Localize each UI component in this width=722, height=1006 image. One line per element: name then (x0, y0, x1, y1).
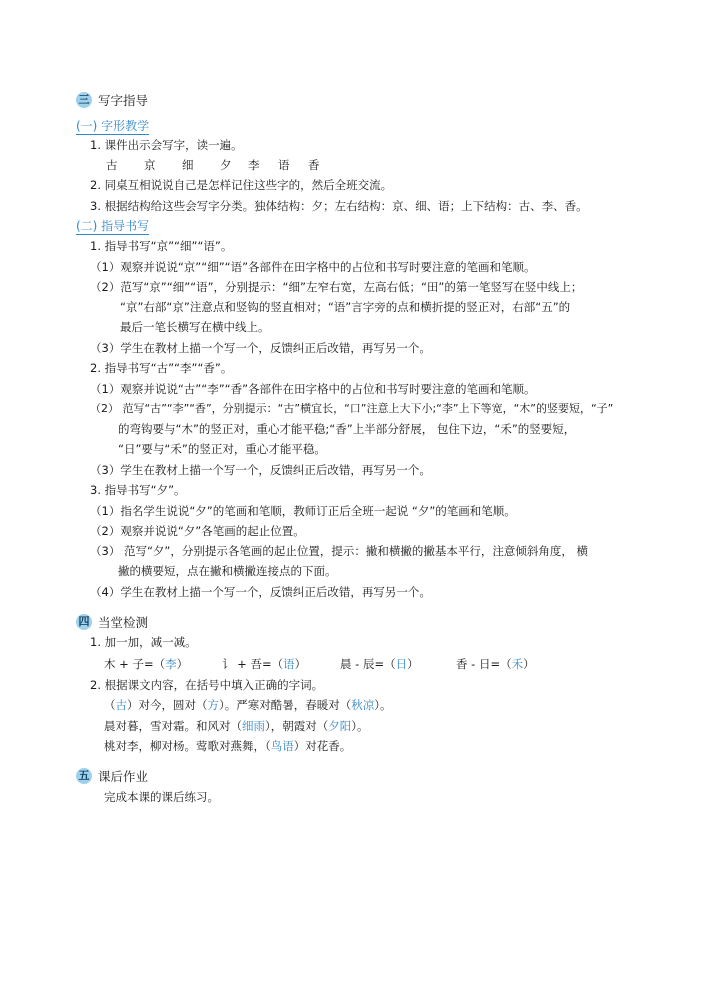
equation-expression: 讠 + 吾=（ (222, 657, 284, 671)
equation (104, 656, 188, 672)
list-item: （1）指名学生说说“夕”的笔画和笔顺，教师订正后全班一起说 “夕”的笔画和笔顺。 (90, 504, 516, 518)
list-item: 1. 指导书写“京”“细”“语”。 (90, 239, 233, 253)
section-4-heading (76, 613, 148, 631)
section-title: 课后作业 (98, 769, 149, 784)
bracket: ） (176, 657, 189, 671)
equation-expression: 香 - 日=（ (456, 657, 512, 671)
answer-text: 古 (115, 698, 127, 712)
answer-text: 李 (165, 657, 177, 671)
answer-text: 秋凉 (351, 698, 375, 712)
fill-in-line (104, 738, 351, 754)
list-item-continuation: “京”右部“京”注意点和竖钩的竖直相对；“语”言字旁的点和横折提的竖正对，右部“五”的 (120, 300, 571, 314)
text-segment: ）。 (374, 698, 392, 712)
equation-expression: 木 + 子=（ (104, 657, 166, 671)
section-number-badge: 三 (76, 92, 92, 108)
list-item: 1. 课件出示会写字，读一遍。 (90, 138, 243, 152)
section-number-badge: 五 (76, 768, 92, 784)
character: 古 (106, 158, 118, 172)
text-segment: ）对今，圆对（ (127, 698, 208, 712)
list-item: 2. 根据课文内容，在括号中填入正确的字词。 (90, 678, 324, 692)
character: 夕 (220, 158, 232, 172)
bracket: ） (523, 657, 535, 671)
list-item: （1）观察并说说“京”“细”“语”各部件在田字格中的占位和书写时要注意的笔画和笔顺。 (90, 260, 536, 274)
list-item-continuation: 最后一笔长横写在横中线上。 (120, 320, 270, 334)
text-segment: 晨对暮，雪对霜。和风对（ (104, 719, 242, 733)
equation (340, 656, 419, 672)
list-item: （2）观察并说说“夕”各笔画的起止位置。 (90, 524, 305, 538)
list-item: 3. 指导书写“夕”。 (90, 483, 186, 497)
character: 京 (144, 158, 156, 172)
answer-text: 夕阳 (328, 719, 352, 733)
equation-expression: 晨 - 辰=（ (340, 657, 396, 671)
text-segment: （ (104, 698, 116, 712)
character: 语 (278, 158, 290, 172)
character-list (106, 157, 336, 173)
character: 李 (248, 158, 260, 172)
paragraph: 完成本课的课后练习。 (104, 790, 219, 804)
list-item: （3）学生在教材上描一个写一个，反馈纠正后改错，再写另一个。 (90, 463, 431, 477)
list-item: （4）学生在教材上描一个写一个，反馈纠正后改错，再写另一个。 (90, 585, 431, 599)
fill-in-line (104, 697, 392, 713)
list-item-continuation: 的弯钩要与“木”的竖正对，重心才能平稳;“香”上半部分舒展， 包住下边，“禾”的竖要短， (118, 422, 576, 436)
list-item: 3. 根据结构给这些会写字分类。独体结构：夕；左右结构：京、细、语；上下结构：古、李、香。 (90, 199, 588, 213)
list-item: 2. 指导书写“古”“李”“香”。 (90, 361, 233, 375)
equation (222, 656, 306, 672)
list-item: 1. 加一加，减一减。 (90, 635, 197, 649)
section-title: 写字指导 (98, 93, 149, 108)
fill-in-line (104, 718, 369, 734)
list-item: （3） 范写“夕”，分别提示各笔画的起止位置，提示：撇和横撇的撇基本平行，注意倾斜角度， 横 (90, 544, 589, 558)
answer-text: 日 (395, 657, 408, 671)
answer-text: 禾 (511, 657, 524, 671)
text-segment: ）。严寒对酷暑，春暖对（ (219, 698, 352, 712)
character: 细 (182, 158, 194, 172)
subsection-heading (76, 218, 149, 234)
bracket: ） (294, 657, 307, 671)
text-segment: 桃对李，柳对杨。莺歌对燕舞，（ (104, 739, 271, 753)
section-number-badge: 四 (76, 614, 92, 630)
subsection-heading (76, 118, 149, 134)
section-5-heading (76, 767, 148, 785)
answer-text: 方 (207, 698, 219, 712)
subsection-title: (一) 字形教学 (76, 119, 150, 133)
answer-text: 语 (283, 657, 295, 671)
list-item-continuation: “日”要与“禾”的竖正对，重心才能平稳。 (118, 442, 326, 456)
text-segment: ）对花香。 (293, 739, 352, 753)
list-item: （3）学生在教材上描一个写一个，反馈纠正后改错，再写另一个。 (90, 341, 431, 355)
bracket: ） (407, 657, 419, 671)
subsection-title: (二) 指导书写 (76, 219, 150, 233)
list-item: （1）观察并说说“古”“李”“香”各部件在田字格中的占位和书写时要注意的笔画和笔顺。 (90, 382, 536, 396)
list-item-continuation: 撇的横要短，点在撇和横撇连接点的下面。 (118, 564, 337, 578)
section-title: 当堂检测 (98, 615, 149, 630)
list-item: （2）范写“京”“细”“语”，分别提示：“细”左窄右宽，左高右低；“田”的第一笔竖写在竖中线上； (90, 280, 583, 294)
section-3-heading (76, 91, 148, 109)
text-segment: ），朝霞对（ (265, 719, 329, 733)
text-segment: ）。 (351, 719, 369, 733)
answer-text: 细雨 (242, 719, 265, 733)
equation (456, 656, 535, 672)
answer-text: 鸟语 (270, 739, 294, 753)
character: 香 (308, 158, 320, 172)
list-item: 2. 同桌互相说说自己是怎样记住这些字的，然后全班交流。 (90, 178, 393, 192)
list-item: （2） 范写“古”“李”“香”，分别提示：“古”横宜长，“口”注意上大下小;“李”上下等宽，“木”的竖要短，“子” (90, 402, 614, 415)
